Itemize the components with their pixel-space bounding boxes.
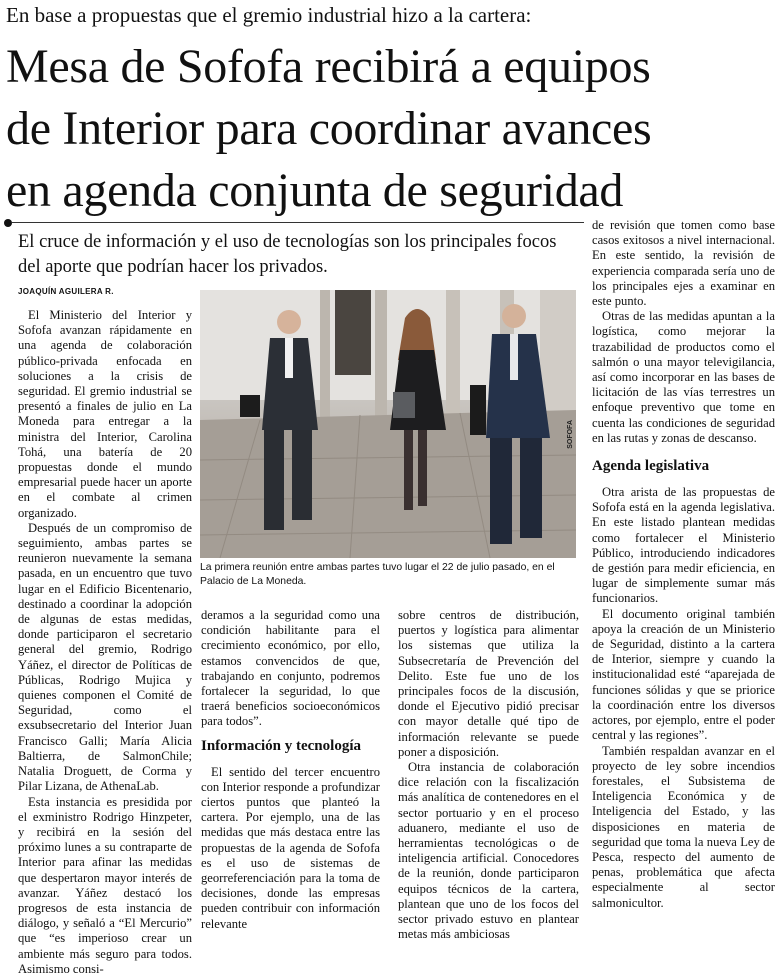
news-photo [200,290,576,558]
kicker: En base a propuestas que el gremio industrial hizo a la cartera: [6,3,532,27]
rule-dot [4,219,12,227]
column-3 [398,608,579,942]
paragraph: El documento original también apoya la creación de un Ministerio de Seguridad, distinto a la cartera de Interior, siempre y cuando la institucionalidad esté “aparejada de funciones sólidas y que se priorice la coordinación entre los diversos actores, por ejemplo, entre el poder central y las regiones”. [592,606,775,743]
paragraph: Esta instancia es presidida por el exministro Rodrigo Hinzpeter, y recibirá en la sesión del próximo lunes a su contraparte de Interior para afinar las medidas que despertaron mayor interés de avanzar. Yáñez destacó los progresos de esta instancia de diálogo, y señaló a “El Mercurio” que “es imperioso crear un ambiente más seguro para todos. Asimismo consi- [18,794,192,976]
paragraph: El sentido del tercer encuentro con Interior responde a profundizar ciertos puntos que planteó la cartera. Por ejemplo, una de las medidas que más destaca entre las propuestas de la agenda de Sofofa es el uso de sistemas de georreferenciación para la toma de decisiones, donde las empresas pueden contribuir con información relevante [201,764,380,931]
column-4 [592,218,775,911]
paragraph: Después de un compromiso de seguimiento, ambas partes se reunieron nuevamente la semana pasada, en un encuentro que tuvo lugar en el Edificio Bicentenario, destinado a coordinar la adopción de algunas de estas medidas, donde participaron el secretario general del gremio, Rodrigo Yáñez, el director de Políticas de Públicas, Rodrigo Mujica y quienes componen el Comité de Seguridad, como el exsubsecretario del Interior Juan Francisco Galli; María Alicia Baltierra, de SalmonChile; Natalia Droguett, de Corma y Pilar Lizana, de AthenaLab. [18,520,192,794]
headline-line: en agenda conjunta de seguridad [6,164,624,217]
paragraph: de revisión que tomen como base casos exitosos a nivel internacional. En este sentido, la revisión de experiencia comparada sería uno de los principales ejes a examinar en este punto. [592,218,775,309]
byline: JOAQUÍN AGUILERA R. [18,287,114,296]
photo-illustration [200,290,576,558]
column-2 [201,608,380,932]
headline-divider [12,222,584,223]
paragraph: Otra instancia de colaboración dice relación con la fiscalización más analítica de contenedores en el sector portuario y en el proceso aduanero, mediante el uso de herramientas tecnológicas o de inteligencia artificial. Conocedores de la reunión, donde participaron equipos técnicos de la cartera, plantean que uno de los focos del sector privado estuvo en plantear metas más ambiciosas [398,760,579,942]
paragraph: También respaldan avanzar en el proyecto de ley sobre incendios forestales, el Subsistema de Inteligencia Económica y de Inteligencia del Estado, y las disposiciones en materia de seguridad que toma la nueva Ley de Pesca, respecto del aumento de penas, problemática que afecta especialmente al sector salmonicultor. [592,743,775,910]
section-heading: Información y tecnología [201,737,361,754]
photo-credit: SOFOFA [567,420,574,449]
section-heading: Agenda legislativa [592,458,710,475]
headline-line: de Interior para coordinar avances [6,102,652,155]
photo-caption: La primera reunión entre ambas partes tuvo lugar el 22 de julio pasado, en el Palacio de La Moneda. [200,562,555,587]
paragraph: sobre centros de distribución, puertos y logística para alimentar los sistemas que utiliza la Subsecretaría de Prevención del Delito. Este fue uno de los principales focos de la discusión, donde el Ejecutivo pidió precisar con mayor detalle qué tipo de información relevante se puede poner a disposición. [398,608,579,759]
column-1 [18,308,192,977]
headline-line: Mesa de Sofofa recibirá a equipos [6,40,651,93]
paragraph: deramos a la seguridad como una condición habilitante para el crecimiento económico, por ello, estamos convencidos de que, trabajando en conjunto, podremos fortalecer la seguridad, lo que traerá beneficios socioeconómicos para todos”. [201,608,380,729]
paragraph: Otras de las medidas apuntan a la logística, como mejorar la trazabilidad de productos como el salmón o una mayor televigilancia, así como incorporar en las bases de licitación de las vías terrestres un enfoque preventivo que tome en cuenta las condiciones de seguridad en las rutas y zonas de descanso. [592,309,775,445]
paragraph: El Ministerio del Interior y Sofofa avanzan rápidamente en una agenda de colaboración público-privada enfocada en soluciones a la crisis de seguridad. El gremio industrial se presentó a finales de julio en La Moneda para entregar a la ministra del Interior, Carolina Tohá, una batería de 20 propuestas donde el mundo empresarial puede hacer un aporte en el combate al crimen organizado. [18,308,192,520]
paragraph: Otra arista de las propuestas de Sofofa está en la agenda legislativa. En este listado plantean medidas como fortalecer el Ministerio Público, introduciendo indicadores de gestión para medir eficiencia, en lugar de simplemente sumar más funcionarios. [592,485,775,606]
subheadline: El cruce de información y el uso de tecnologías son los principales focos del aporte que podrían hacer los privados. [18,232,557,277]
headline [6,36,778,222]
